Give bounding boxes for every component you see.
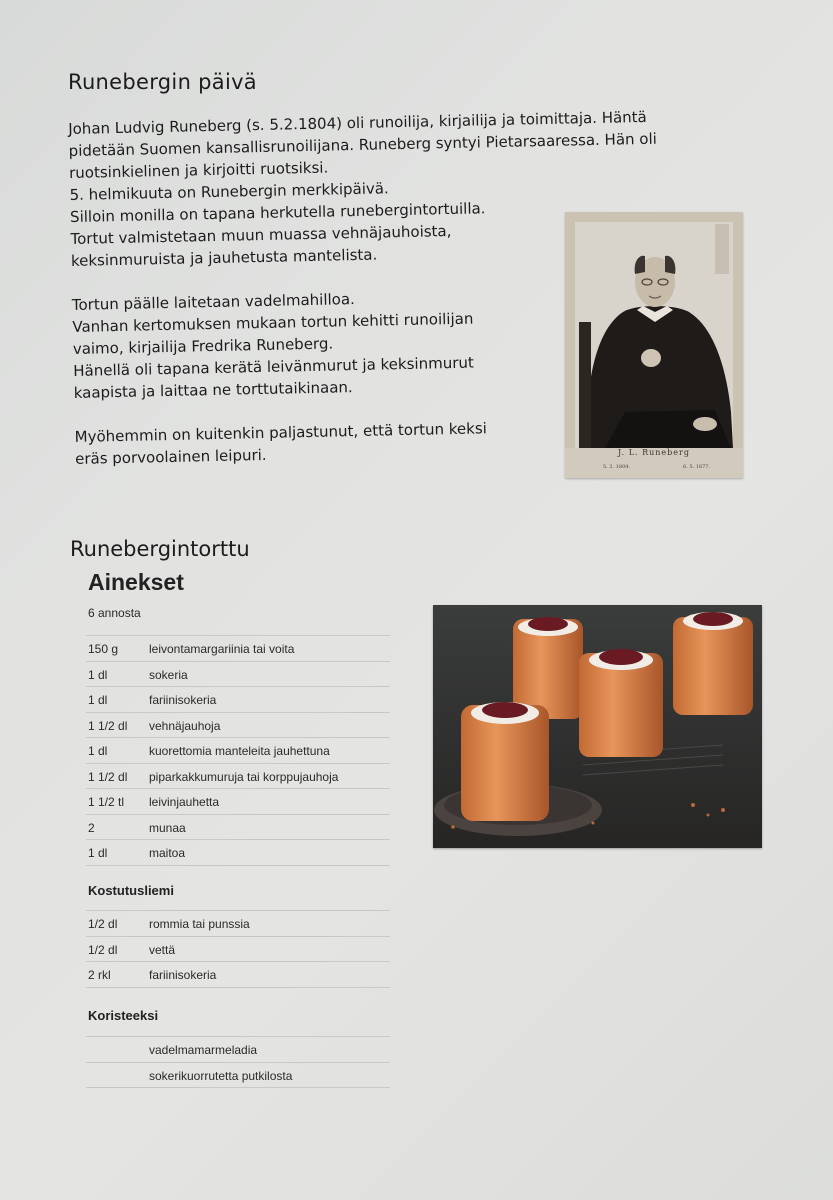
portrait-illustration xyxy=(565,212,743,478)
ingredient-amount: 1 1/2 tl xyxy=(88,795,125,809)
ingredient-name: sokerikuorrutetta putkilosta xyxy=(149,1068,293,1083)
paragraph-line: Vanhan kertomuksen mukaan tortun kehitti runoilijan xyxy=(72,309,474,336)
ingredient-row xyxy=(86,910,390,936)
paragraph-line: 5. helmikuuta on Runebergin merkkipäivä. xyxy=(69,179,389,204)
paragraph-line: vaimo, kirjailija Fredrika Runeberg. xyxy=(72,334,334,358)
ingredient-amount: 2 xyxy=(88,820,95,835)
ingredient-name: vehnäjauhoja xyxy=(149,718,221,733)
birth-date: 5. 2. 1804. xyxy=(603,464,631,470)
paragraph-line: Tortun päälle laitetaan vadelmahilloa. xyxy=(71,290,356,314)
ingredient-name: piparkakkumuruja tai korppujauhoja xyxy=(149,769,339,784)
ingredient-amount: 1/2 dl xyxy=(88,942,118,957)
cakes-illustration xyxy=(433,605,762,848)
ingredient-row xyxy=(86,839,390,866)
runeberg-torte-photo xyxy=(433,605,762,848)
ingredient-row xyxy=(86,1062,390,1089)
ingredient-row xyxy=(86,936,390,962)
ingredient-amount: 1 dl xyxy=(88,744,108,758)
ingredient-row xyxy=(86,737,390,763)
ingredient-name: kuorettomia manteleita jauhettuna xyxy=(149,744,330,758)
runeberg-portrait xyxy=(565,212,743,478)
ingredient-name: fariinisokeria xyxy=(149,693,217,707)
recipe-title: Runebergintorttu xyxy=(70,537,250,561)
ingredient-name: leivinjauhetta xyxy=(149,795,220,809)
ingredient-amount: 1 dl xyxy=(88,693,108,707)
paragraph-line: Hänellä oli tapana kerätä leivänmurut ja keksinmurut xyxy=(73,353,474,380)
ingredient-row xyxy=(86,686,390,712)
servings: 6 annosta xyxy=(88,606,141,620)
decoration-heading: Koristeeksi xyxy=(88,1008,159,1023)
ingredient-amount: 1 1/2 dl xyxy=(88,769,128,784)
portrait-caption: J. L. Runeberg xyxy=(618,448,690,457)
ingredient-name: rommia tai punssia xyxy=(149,917,250,931)
ingredient-row xyxy=(86,635,390,661)
ingredient-amount: 2 rkl xyxy=(88,968,111,982)
ingredient-amount: 1 1/2 dl xyxy=(88,718,128,733)
syrup-list xyxy=(86,910,390,988)
paragraph-line: kaapista ja laittaa ne torttutaikinaan. xyxy=(73,378,353,402)
ingredient-name: maitoa xyxy=(149,846,186,860)
paragraph-line: pidetään Suomen kansallisrunoilijana. Runeberg syntyi Pietarsaaressa. Hän oli xyxy=(68,129,658,160)
paragraph-line: Myöhemmin on kuitenkin paljastunut, että tortun keksi xyxy=(74,419,488,446)
article-title: Runebergin päivä xyxy=(68,70,257,94)
ingredient-name: fariinisokeria xyxy=(149,968,217,982)
ingredient-amount: 1/2 dl xyxy=(88,917,118,931)
ingredient-name: sokeria xyxy=(149,667,188,682)
ingredient-name: leivontamargariinia tai voita xyxy=(149,642,295,656)
ingredient-name: vettä xyxy=(149,942,176,957)
decoration-list xyxy=(86,1036,390,1088)
ingredient-amount: 1 dl xyxy=(88,667,108,682)
ingredient-row xyxy=(86,1036,390,1062)
ingredient-row xyxy=(86,712,390,738)
paragraph-line: Tortut valmistetaan muun muassa vehnäjauhoista, xyxy=(70,221,452,248)
ingredient-name: vadelmamarmeladia xyxy=(149,1043,258,1057)
ingredients-list xyxy=(86,635,390,866)
ingredient-row xyxy=(86,661,390,687)
paragraph-line: Johan Ludvig Runeberg (s. 5.2.1804) oli runoilija, kirjailija ja toimittaja. Häntä xyxy=(68,107,647,138)
paragraph-line: Silloin monilla on tapana herkutella runebergintortuilla. xyxy=(69,199,486,226)
ingredient-row xyxy=(86,788,390,814)
ingredient-row xyxy=(86,814,390,840)
ingredient-row xyxy=(86,763,390,789)
syrup-heading: Kostutusliemi xyxy=(88,883,174,898)
ingredient-name: munaa xyxy=(149,820,186,835)
paragraph-line: keksinmuruista ja jauhetusta mantelista. xyxy=(70,245,378,270)
paragraph-line: eräs porvoolainen leipuri. xyxy=(74,445,267,468)
paragraph-line: ruotsinkielinen ja kirjoitti ruotsiksi. xyxy=(68,158,329,182)
ingredients-heading: Ainekset xyxy=(88,569,184,595)
ingredient-amount: 1 dl xyxy=(88,846,108,860)
death-date: 6. 5. 1877. xyxy=(683,464,711,470)
ingredient-row xyxy=(86,961,390,988)
ingredient-amount: 150 g xyxy=(88,642,119,656)
